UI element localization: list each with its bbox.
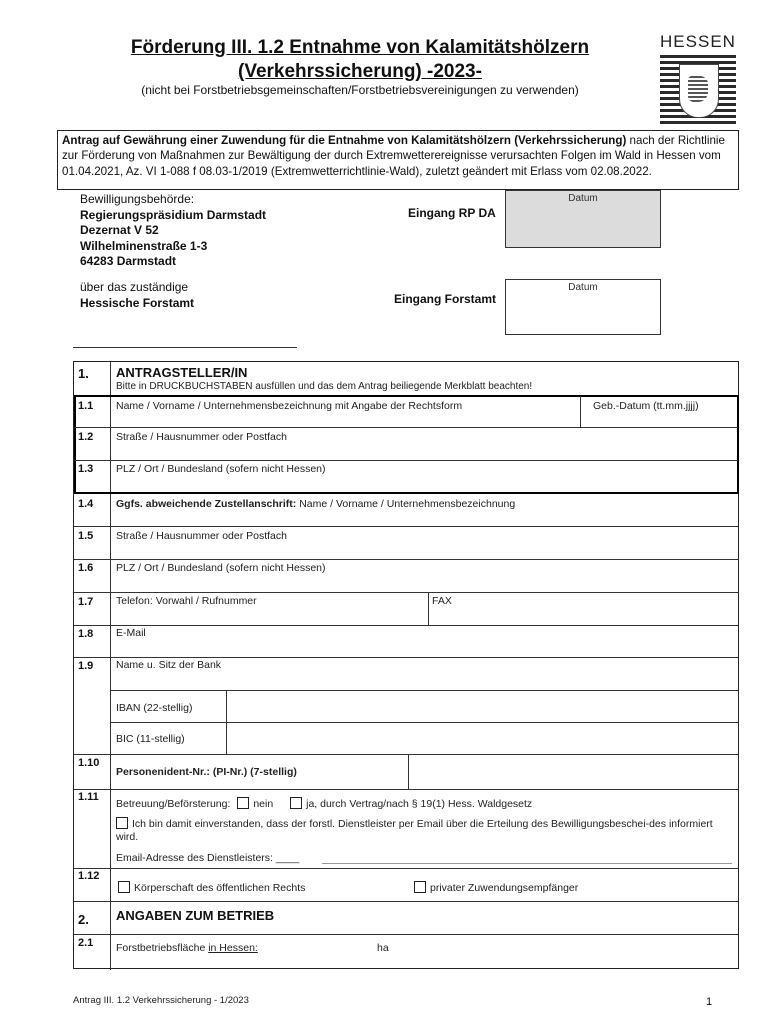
iban-label: IBAN (22-stellig) bbox=[116, 702, 193, 714]
row-number: 1.7 bbox=[78, 596, 94, 608]
divider bbox=[74, 460, 738, 461]
betreuung-row bbox=[116, 797, 532, 810]
divider bbox=[74, 526, 738, 527]
phone-label: Telefon: Vorwahl / Rufnummer bbox=[116, 595, 257, 607]
intro-box bbox=[57, 130, 739, 190]
eingang-forstamt-label: Eingang Forstamt bbox=[394, 292, 497, 306]
privat-option bbox=[414, 881, 578, 894]
section-1-title: ANTRAGSTELLER/IN bbox=[116, 365, 248, 380]
city-field-label: PLZ / Ort / Bundesland (sofern nicht Hessen) bbox=[116, 463, 326, 475]
intro-text: nach der Richtlinie zur Förderung von Maßnahmen zur Bewältigung der durch Extremwetterereignisse verursachten Folgen im Wald in Hessen vom 01.04.2021, Az. VI 1-088 f 08.03-1/2019 (Extremwetterrichtlinie-Wald), zuletzt geändert mit Erlass vom 02.08.2022. bbox=[62, 134, 725, 178]
row-number: 1.6 bbox=[78, 562, 94, 574]
service-email-underline bbox=[322, 863, 732, 864]
title-line-1: Förderung III. 1.2 Entnahme von Kalamitätshölzern bbox=[130, 37, 590, 58]
iban-input[interactable] bbox=[230, 694, 736, 720]
fax-input[interactable] bbox=[432, 608, 736, 622]
divider bbox=[428, 592, 429, 625]
authority-line-2: Dezernat V 52 bbox=[80, 223, 159, 237]
bank-input[interactable] bbox=[116, 672, 736, 686]
pi-number-input[interactable] bbox=[412, 758, 736, 786]
divider bbox=[110, 722, 738, 723]
page-number: 1 bbox=[706, 996, 713, 1008]
nein-checkbox[interactable] bbox=[237, 797, 249, 809]
section-2-number: 2. bbox=[78, 912, 89, 927]
street-field-label: Straße / Hausnummer oder Postfach bbox=[116, 431, 287, 443]
divider bbox=[74, 901, 738, 902]
consent-checkbox[interactable] bbox=[116, 817, 128, 829]
pi-number-label: Personenident-Nr.: (PI-Nr.) (7-stellig) bbox=[116, 766, 297, 778]
lion-icon bbox=[688, 76, 708, 102]
row-number: 1.2 bbox=[78, 431, 94, 443]
row-number: 1.9 bbox=[78, 660, 94, 672]
street-input[interactable] bbox=[116, 444, 736, 458]
row-number: 1.10 bbox=[78, 757, 100, 769]
phone-input[interactable] bbox=[116, 608, 424, 622]
row-number: 1.4 bbox=[78, 498, 94, 510]
date-label: Datum bbox=[568, 193, 598, 204]
forstamt-name: Hessische Forstamt bbox=[80, 295, 195, 310]
service-email-label: Email-Adresse des Dienstleisters: ____ bbox=[116, 852, 300, 864]
name-input[interactable] bbox=[116, 412, 576, 426]
email-label: E-Mail bbox=[116, 627, 146, 639]
consent-row bbox=[116, 817, 731, 844]
koerperschaft-option bbox=[118, 881, 305, 894]
alt-address-label-text: Name / Vorname / Unternehmensbezeichnung bbox=[296, 498, 516, 510]
signature-line bbox=[73, 347, 297, 348]
row-number: 1.12 bbox=[78, 870, 100, 882]
eingang-forstamt-date-box[interactable] bbox=[505, 279, 661, 335]
row-number: 1.11 bbox=[78, 791, 99, 803]
divider bbox=[580, 396, 581, 427]
divider bbox=[74, 789, 738, 790]
divider bbox=[74, 559, 738, 560]
forstamt-via-label: über das zuständige bbox=[80, 280, 189, 294]
section-2-title: ANGABEN ZUM BETRIEB bbox=[116, 908, 275, 923]
privat-label: privater Zuwendungsempfänger bbox=[430, 882, 579, 894]
divider bbox=[74, 625, 738, 626]
forest-area-input[interactable] bbox=[284, 940, 376, 956]
alt-address-label bbox=[116, 498, 515, 510]
row-number: 1.8 bbox=[78, 628, 94, 640]
row-number: 1.3 bbox=[78, 463, 94, 475]
section-1-number: 1. bbox=[78, 366, 89, 381]
section-1-hint: Bitte in DRUCKBUCHSTABEN ausfüllen und das dem Antrag beiliegende Merkblatt beachten! bbox=[116, 381, 533, 392]
divider bbox=[74, 934, 738, 935]
row-number: 2.1 bbox=[78, 937, 94, 949]
row-number: 1.1 bbox=[78, 400, 94, 412]
forest-area-label bbox=[116, 942, 258, 954]
footer-text: Antrag III. 1.2 Verkehrssicherung - 1/2023 bbox=[73, 995, 249, 1006]
title-line-2: (Verkehrssicherung) -2023- bbox=[238, 61, 482, 82]
date-label: Datum bbox=[568, 282, 598, 293]
service-email-input[interactable] bbox=[324, 849, 732, 863]
bic-input[interactable] bbox=[230, 726, 736, 752]
page-title bbox=[60, 36, 660, 84]
name-field-label: Name / Vorname / Unternehmensbezeichnung mit Angabe der Rechtsform bbox=[116, 400, 463, 412]
divider bbox=[74, 427, 738, 428]
row-number: 1.5 bbox=[78, 530, 94, 542]
nein-label: nein bbox=[253, 798, 274, 810]
divider bbox=[110, 690, 738, 691]
alt-address-label-bold: Ggfs. abweichende Zustellanschrift: bbox=[116, 498, 297, 510]
divider bbox=[74, 754, 738, 755]
divider bbox=[408, 754, 409, 789]
intro-bold: Antrag auf Gewährung einer Zuwendung für die Entnahme von Kalamitätshölzern (Verkehrssicherung) bbox=[62, 134, 627, 147]
consent-text: Ich bin damit einverstanden, dass der forstl. Dienstleister per Email über die Erteilung des Bewilligungsbeschei-des informiert wird. bbox=[116, 818, 713, 843]
koerperschaft-checkbox[interactable] bbox=[118, 881, 130, 893]
hectare-unit: ha bbox=[377, 942, 389, 954]
authority-line-3: Wilhelminenstraße 1-3 bbox=[80, 238, 208, 253]
divider bbox=[74, 592, 738, 593]
eingang-rp-label: Eingang RP DA bbox=[408, 206, 496, 220]
ja-checkbox[interactable] bbox=[290, 797, 302, 809]
bank-label: Name u. Sitz der Bank bbox=[116, 659, 222, 671]
authority-block bbox=[80, 192, 266, 270]
bic-label: BIC (11-stellig) bbox=[116, 733, 185, 745]
city-input[interactable] bbox=[116, 476, 736, 490]
koerperschaft-label: Körperschaft des öffentlichen Rechts bbox=[134, 882, 306, 894]
authority-line-4: 64283 Darmstadt bbox=[80, 254, 177, 268]
subtitle: (nicht bei Forstbetriebsgemeinschaften/Forstbetriebsvereinigungen zu verwenden) bbox=[141, 83, 579, 97]
eingang-rp-date-box[interactable] bbox=[505, 190, 661, 248]
divider bbox=[74, 868, 738, 869]
ja-label: ja, durch Vertrag/nach § 19(1) Hess. Waldgesetz bbox=[306, 798, 533, 810]
privat-checkbox[interactable] bbox=[414, 881, 426, 893]
alt-city-input[interactable] bbox=[116, 575, 736, 589]
hessen-logo-text: HESSEN bbox=[660, 32, 736, 51]
authority-label: Bewilligungsbehörde: bbox=[80, 192, 195, 206]
email-input[interactable] bbox=[116, 640, 736, 654]
forest-area-label-text: Forstbetriebsfläche bbox=[116, 942, 209, 954]
betreuung-label: Betreuung/Beförsterung: bbox=[116, 798, 231, 810]
birthdate-input[interactable] bbox=[584, 412, 734, 426]
alt-name-input[interactable] bbox=[116, 511, 736, 525]
forstamt-block bbox=[80, 280, 194, 311]
fax-label: FAX bbox=[432, 595, 452, 607]
alt-city-label: PLZ / Ort / Bundesland (sofern nicht Hessen) bbox=[116, 562, 326, 574]
divider bbox=[74, 657, 738, 658]
forest-area-label-underlined: in Hessen: bbox=[208, 942, 258, 954]
authority-line-1: Regierungspräsidium Darmstadt bbox=[80, 207, 267, 222]
alt-street-input[interactable] bbox=[116, 543, 736, 557]
birthdate-field-label: Geb.-Datum (tt.mm.jjjj) bbox=[593, 400, 699, 412]
applicant-table bbox=[73, 361, 739, 969]
alt-street-label: Straße / Hausnummer oder Postfach bbox=[116, 530, 287, 542]
